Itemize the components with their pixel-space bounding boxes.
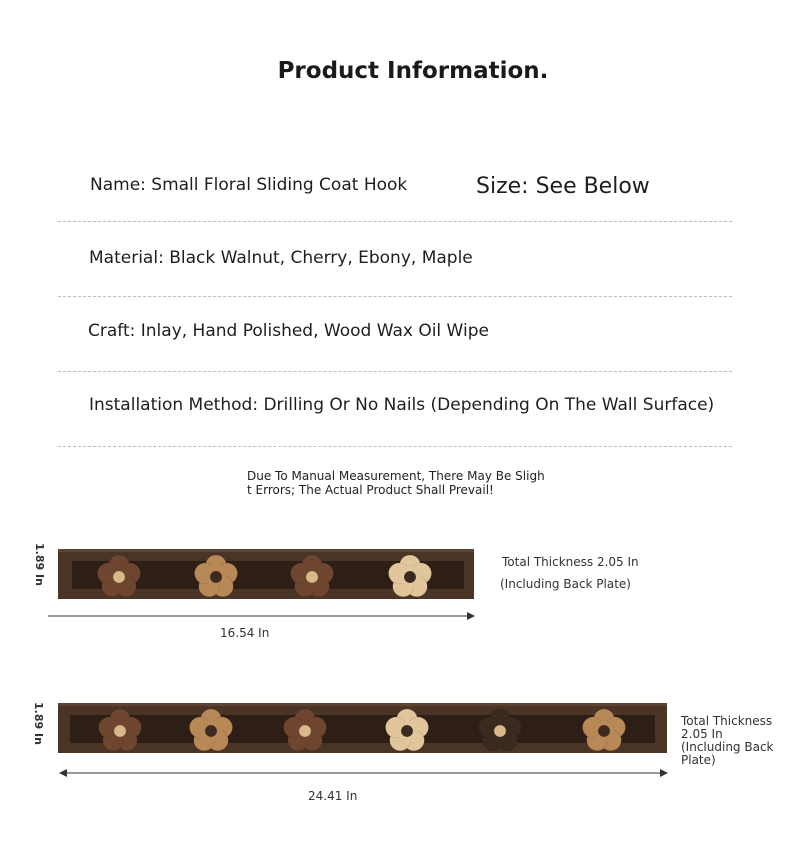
spec-size: Size: See Below: [476, 174, 650, 199]
spec-craft: Craft: Inlay, Hand Polished, Wood Wax Oil Wipe: [88, 321, 489, 341]
product-1-height-label: 1.89 In: [33, 543, 46, 586]
coat-hook-rail-small: [58, 549, 474, 599]
coat-hook-rail-large: [58, 703, 667, 753]
product-2-height-label: 1.89 In: [32, 702, 45, 745]
product-1-width-label: 16.54 In: [220, 626, 270, 640]
product-2-width-label: 24.41 In: [308, 789, 358, 803]
spec-material: Material: Black Walnut, Cherry, Ebony, Maple: [89, 248, 473, 268]
spec-installation: Installation Method: Drilling Or No Nails (Depending On The Wall Surface): [89, 395, 715, 415]
page-title: Product Information.: [277, 58, 549, 84]
product-1-thickness-note: (Including Back Plate): [500, 577, 631, 591]
spec-name: Name: Small Floral Sliding Coat Hook: [90, 175, 408, 195]
measurement-note: Due To Manual Measurement, There May Be Slight Errors; The Actual Product Shall Prevail!: [247, 469, 545, 497]
product-1-thickness-label: Total Thickness 2.05 In: [502, 555, 639, 569]
product-2-thickness-label: Total Thickness 2.05 In (Including Back Plate): [681, 714, 774, 767]
